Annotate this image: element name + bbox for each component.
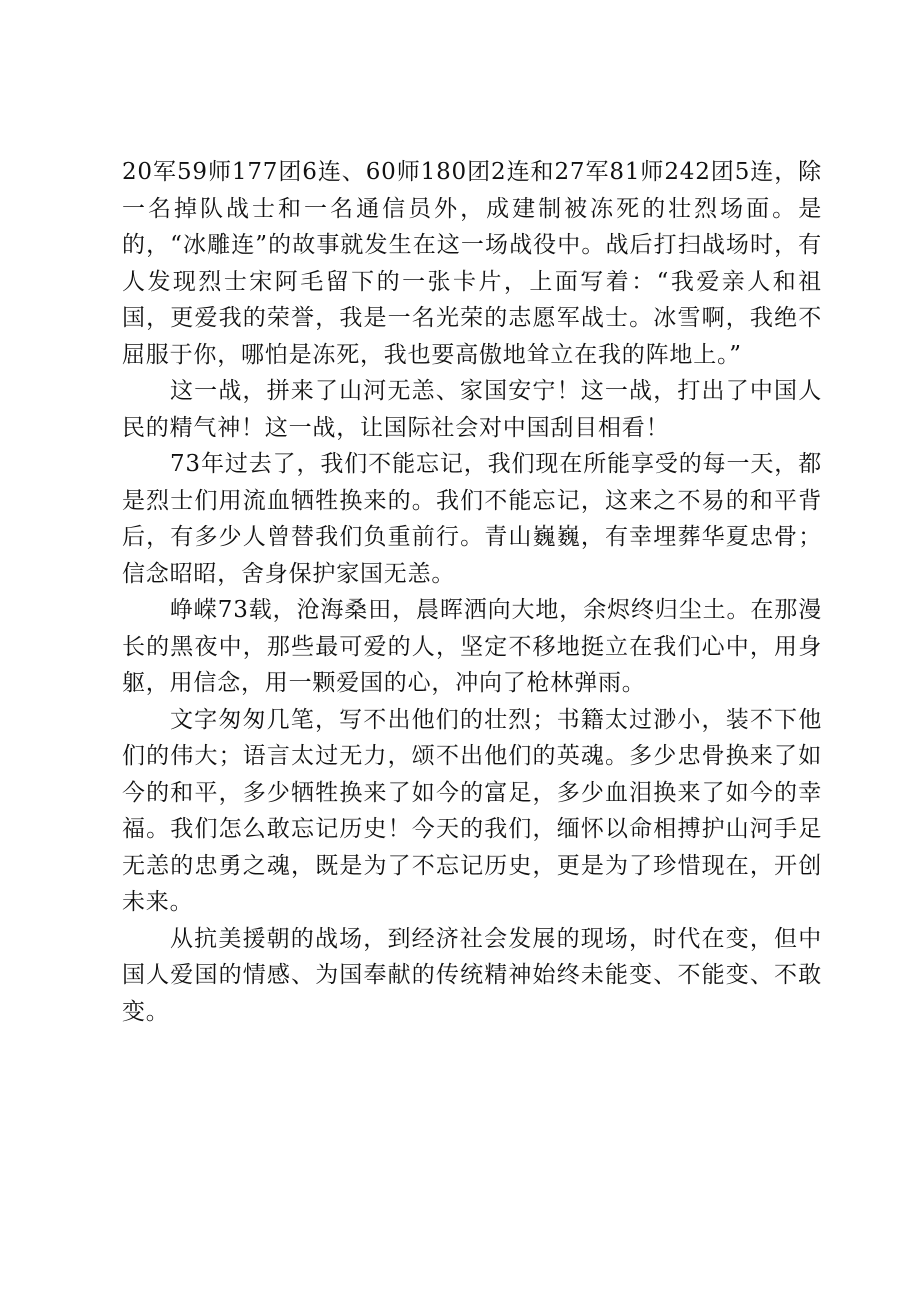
paragraph-continued: 20军59师177团6连、60师180团2连和27军81师242团5连，除一名掉队战士和一名通信员外，成建制被冻死的壮烈场面。是的，“冰雕连”的故事就发生在这一场战役中。战后打扫战场时，有人发现烈士宋阿毛留下的一张卡片，上面写着：“我爱亲人和祖国，更爱我的荣誉，我是一名光荣的志愿军战士。冰雪啊，我绝不屈服于你，哪怕是冻死，我也要高傲地耸立在我的阵地上。” xyxy=(122,159,822,368)
paragraph-words: 文字匆匆几笔，写不出他们的壮烈；书籍太过渺小，装不下他们的伟大；语言太过无力，颂不出他们的英魂。多少忠骨换来了如今的和平，多少牺牲换来了如今的富足，多少血泪换来了如今的幸福。我们怎么敢忘记历史！今天的我们，缅怀以命相搏护山河手足无恙的忠勇之魂，既是为了不忘记历史，更是为了珍惜现在，开创未来。 xyxy=(122,706,822,915)
paragraph-73-years: 73年过去了，我们不能忘记，我们现在所能享受的每一天，都是烈士们用流血牺牲换来的。我们不能忘记，这来之不易的和平背后，有多少人曾替我们负重前行。青山巍巍，有幸埋葬华夏忠骨；信念昭昭，舍身保护家国无恙。 xyxy=(122,451,822,587)
paragraph-zhengrong: 峥嵘73载，沧海桑田，晨晖洒向大地，余烬终归尘土。在那漫长的黑夜中，那些最可爱的人，坚定不移地挺立在我们心中，用身躯，用信念，用一颗爱国的心，冲向了枪林弹雨。 xyxy=(122,597,822,696)
document-body xyxy=(122,154,822,1030)
paragraph-battle: 这一战，拼来了山河无恙、家国安宁！这一战，打出了中国人民的精气神！这一战，让国际社会对中国刮目相看！ xyxy=(122,378,822,441)
paragraph-era: 从抗美援朝的战场，到经济社会发展的现场，时代在变，但中国人爱国的情感、为国奉献的传统精神始终未能变、不能变、不敢变。 xyxy=(122,925,822,1025)
